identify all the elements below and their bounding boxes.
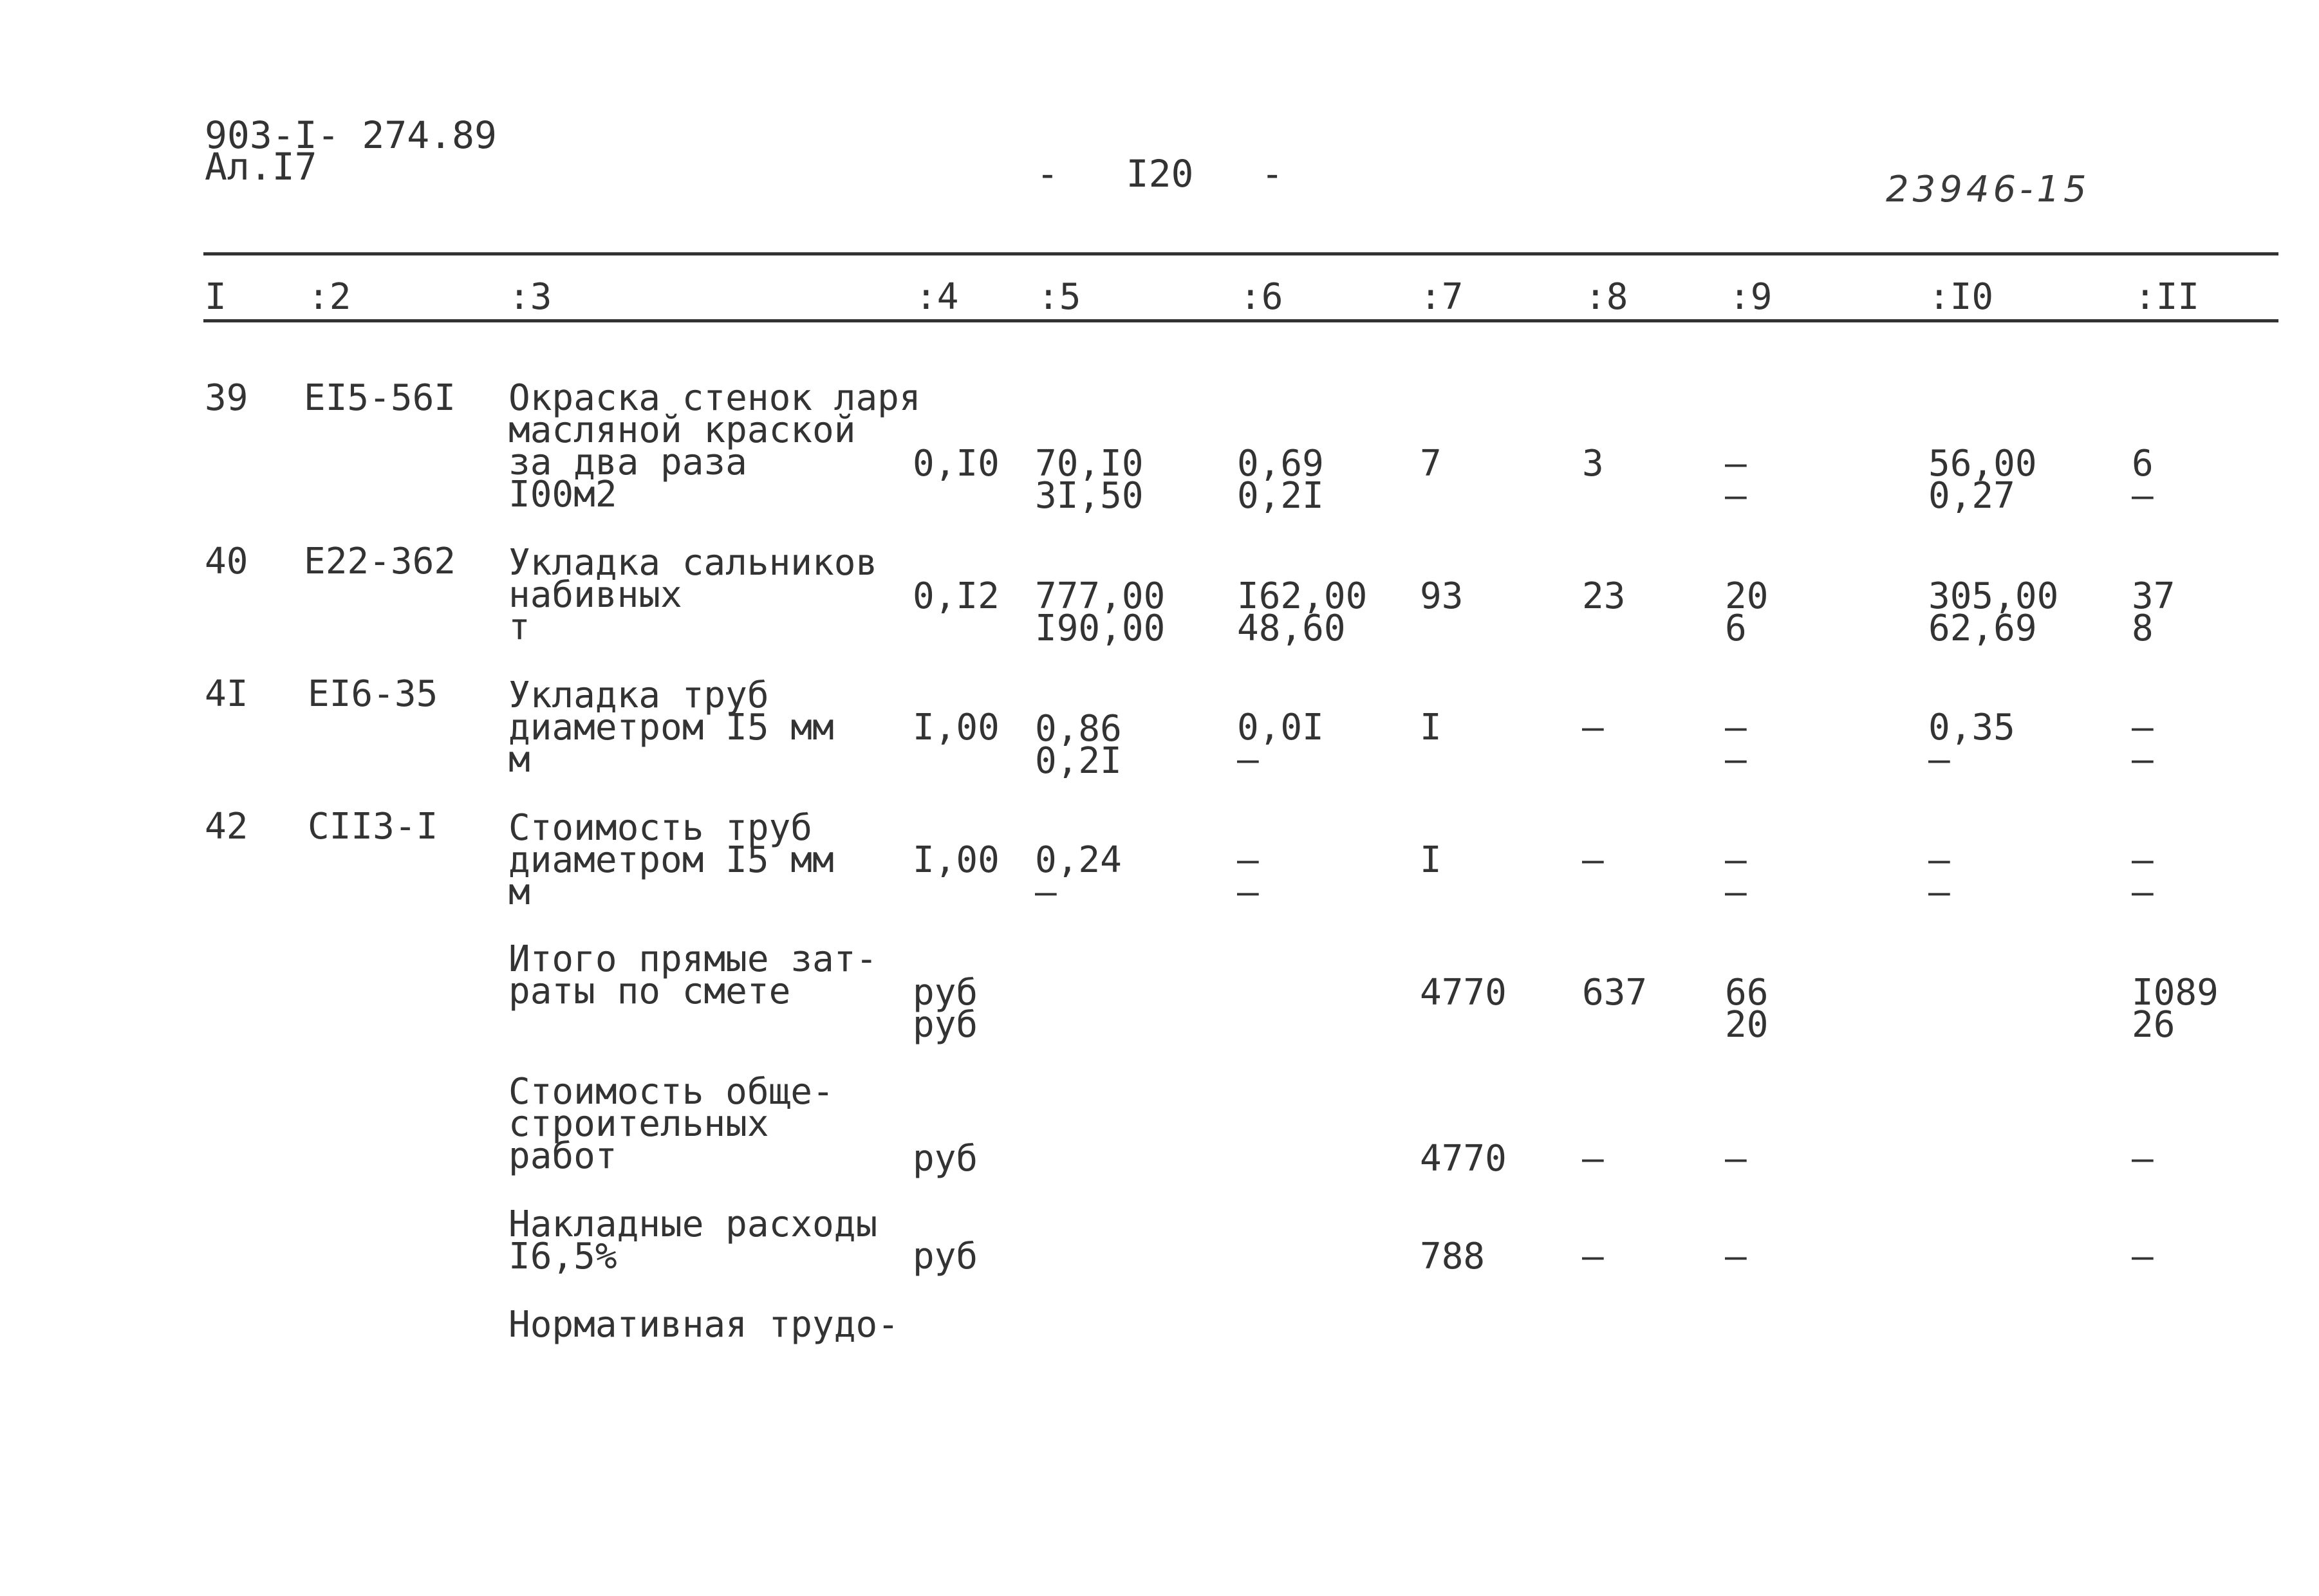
work-description: Стоимость труб диаметром I5 мм м: [508, 807, 834, 913]
cost-col-9: – –: [1725, 839, 1747, 913]
summary-unit: руб: [913, 1236, 978, 1277]
summary-col-8: –: [1582, 1138, 1604, 1180]
summary-col-8: –: [1582, 1236, 1604, 1277]
summary-col-8: 637: [1582, 972, 1648, 1014]
summary-total-cost: 4770: [1420, 972, 1507, 1014]
table-header-rule: [203, 319, 2278, 322]
cost-col-9: 20 6: [1725, 575, 1769, 649]
row-number: 42: [205, 806, 248, 848]
summary-label: Стоимость обще- строительных работ: [508, 1071, 834, 1177]
total-cost: 7: [1420, 443, 1442, 485]
cost-col-8: 3: [1582, 443, 1604, 485]
work-description: Укладка сальников набивных т: [508, 542, 878, 648]
summary-col-11: –: [2132, 1236, 2154, 1277]
summary-total-cost: 788: [1420, 1236, 1485, 1277]
cost-col-8: –: [1582, 839, 1604, 881]
labor-col-11: – –: [2132, 707, 2154, 781]
rate-code: EI5-56I: [304, 377, 456, 419]
handwritten-stamp-number: 23946-15: [1886, 169, 2091, 210]
summary-col-9: 66 20: [1725, 972, 1769, 1046]
column-header-1: I: [205, 276, 227, 318]
page-number: - I20 -: [1036, 152, 1284, 196]
labor-col-11: 6 –: [2132, 443, 2154, 517]
summary-col-11: –: [2132, 1138, 2154, 1180]
total-cost: I: [1420, 707, 1442, 748]
row-number: 40: [205, 541, 248, 582]
summary-label: Накладные расходы I6,5%: [508, 1203, 878, 1277]
cost-col-8: 23: [1582, 575, 1626, 617]
work-description: Укладка труб диаметром I5 мм м: [508, 674, 834, 781]
column-header-4: :4: [915, 276, 959, 318]
summary-unit: руб: [913, 1138, 978, 1180]
cost-col-9: – –: [1725, 707, 1747, 781]
quantity: I,00: [913, 707, 1000, 748]
column-header-11: :II: [2134, 276, 2200, 318]
summary-label: Итого прямые зат- раты по смете: [508, 938, 878, 1012]
cost-col-6: 0,69 0,2I: [1237, 443, 1324, 517]
quantity: 0,I0: [913, 443, 1000, 485]
column-header-3: :3: [508, 276, 552, 318]
summary-col-9: –: [1725, 1236, 1747, 1277]
cost-col-9: – –: [1725, 443, 1747, 517]
labor-col-11: 37 8: [2132, 575, 2175, 649]
rate-code: E22-362: [304, 541, 456, 582]
labor-col-10: – –: [1928, 839, 1950, 913]
summary-col-9: –: [1725, 1138, 1747, 1180]
labor-col-10: 0,35 –: [1928, 707, 2015, 781]
labor-col-11: – –: [2132, 839, 2154, 913]
unit-cost: 70,I0 3I,50: [1035, 443, 1144, 517]
summary-label: Нормативная трудо-: [508, 1304, 899, 1346]
labor-col-10: 305,00 62,69: [1928, 575, 2059, 649]
quantity: I,00: [913, 839, 1000, 881]
column-header-8: :8: [1585, 276, 1628, 318]
summary-unit: руб руб: [913, 972, 978, 1046]
cost-col-8: –: [1582, 707, 1604, 748]
total-cost: I: [1420, 839, 1442, 881]
cost-col-6: I62,00 48,60: [1237, 575, 1368, 649]
column-header-10: :I0: [1928, 276, 1994, 318]
row-number: 39: [205, 377, 248, 419]
column-header-7: :7: [1420, 276, 1464, 318]
unit-cost: 0,24 –: [1035, 839, 1122, 913]
column-header-2: :2: [308, 276, 351, 318]
unit-cost: 0,86 0,2I: [1035, 708, 1122, 782]
work-description: Окраска стенок ларя масляной краской за два раза I00м2: [508, 377, 921, 515]
quantity: 0,I2: [913, 575, 1000, 617]
column-header-9: :9: [1729, 276, 1773, 318]
column-header-6: :6: [1240, 276, 1283, 318]
row-number: 4I: [205, 673, 248, 715]
rate-code: CII3-I: [308, 806, 438, 848]
album-number: Ал.I7: [205, 145, 317, 189]
document-number: 903-I- 274.89: [205, 113, 497, 157]
summary-total-cost: 4770: [1420, 1138, 1507, 1180]
total-cost: 93: [1420, 575, 1464, 617]
column-header-5: :5: [1038, 276, 1081, 318]
table-top-rule: [203, 252, 2278, 255]
unit-cost: 777,00 I90,00: [1035, 575, 1166, 649]
summary-col-11: I089 26: [2132, 972, 2219, 1046]
rate-code: EI6-35: [308, 673, 438, 715]
cost-col-6: – –: [1237, 839, 1259, 913]
labor-col-10: 56,00 0,27: [1928, 443, 2037, 517]
cost-col-6: 0,0I –: [1237, 707, 1324, 781]
